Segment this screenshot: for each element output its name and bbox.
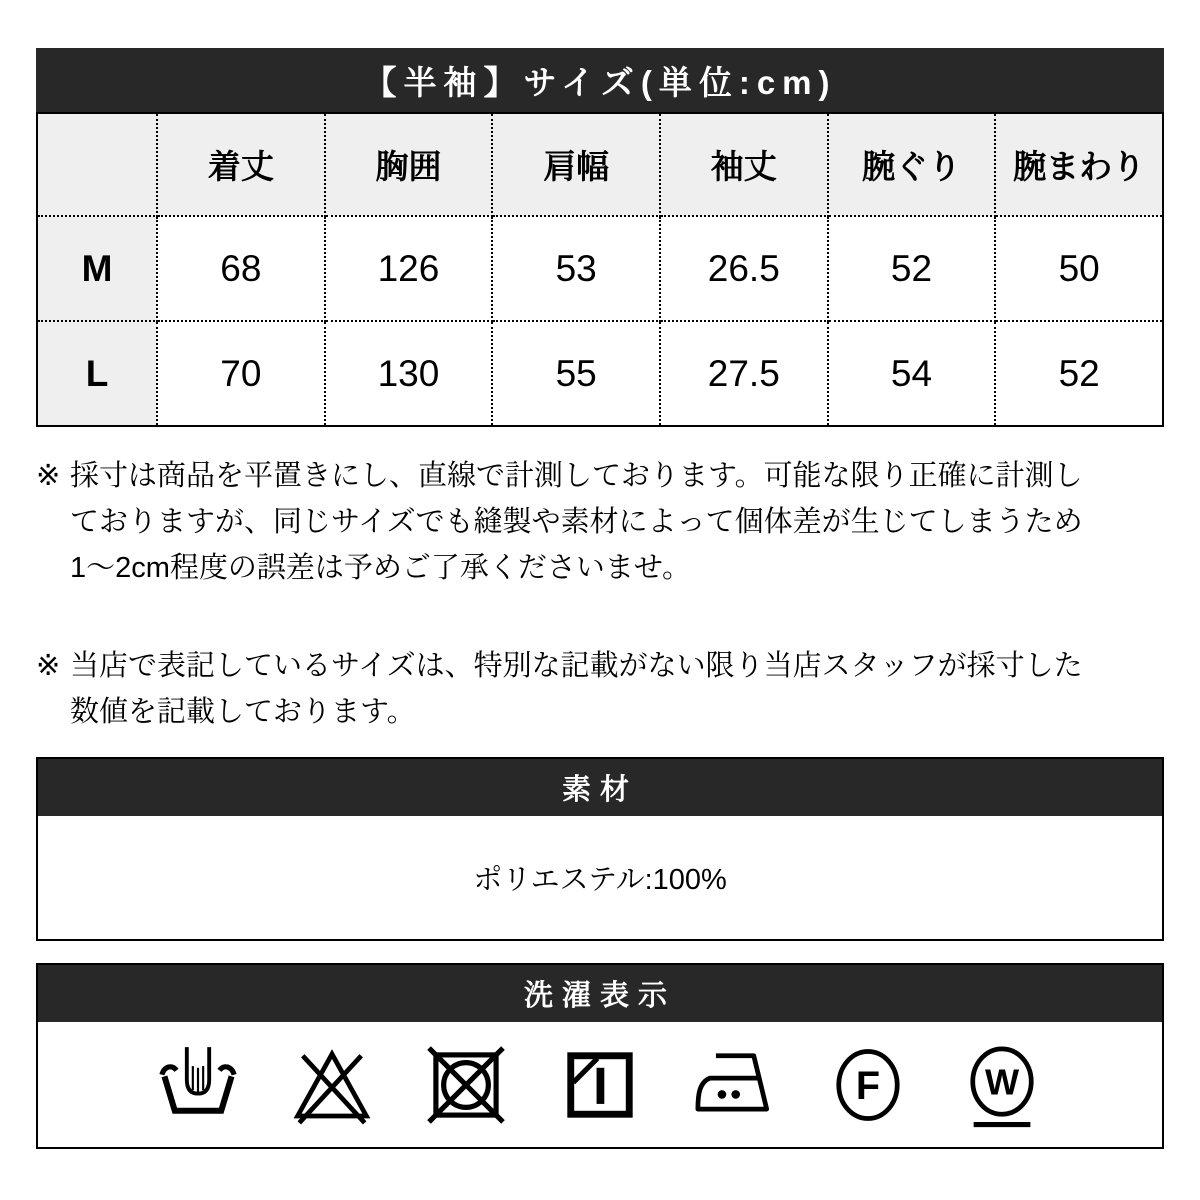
size-table bbox=[36, 112, 1164, 427]
note-text bbox=[70, 453, 1164, 591]
wet-clean-w-icon bbox=[959, 1037, 1045, 1133]
size-value: 52 bbox=[828, 216, 996, 321]
line-dry-in-shade-icon bbox=[557, 1037, 643, 1133]
column-header: 腕まわり bbox=[995, 113, 1163, 216]
note-marker: ※ bbox=[36, 460, 61, 492]
hand-wash-icon bbox=[155, 1037, 241, 1133]
note-line: ておりますが、同じサイズでも縫製や素材によって個体差が生じてしまうため bbox=[70, 506, 1083, 538]
svg-text:W: W bbox=[984, 1060, 1020, 1102]
size-value: 53 bbox=[492, 216, 660, 321]
column-header: 肩幅 bbox=[492, 113, 660, 216]
column-header: 袖丈 bbox=[660, 113, 828, 216]
material-title: 素材 bbox=[561, 774, 638, 806]
laundry-title-bar bbox=[38, 965, 1162, 1022]
size-value: 70 bbox=[157, 321, 325, 426]
note-line: 数値を記載しております。 bbox=[70, 696, 416, 728]
column-header: 着丈 bbox=[157, 113, 325, 216]
laundry-title: 洗濯表示 bbox=[523, 980, 676, 1012]
column-header: 腕ぐり bbox=[828, 113, 996, 216]
do-not-tumble-dry-icon bbox=[423, 1037, 509, 1133]
table-row-size-m bbox=[37, 216, 1163, 321]
note-line: 当店で表記しているサイズは、特別な記載がない限り当店スタッフが採寸した bbox=[70, 650, 1083, 682]
note-marker: ※ bbox=[36, 650, 61, 682]
size-value: 54 bbox=[828, 321, 996, 426]
size-value: 27.5 bbox=[660, 321, 828, 426]
laundry-section bbox=[36, 963, 1164, 1149]
size-value: 26.5 bbox=[660, 216, 828, 321]
svg-text:F: F bbox=[855, 1063, 881, 1108]
size-value: 55 bbox=[492, 321, 660, 426]
size-table-header-row bbox=[37, 113, 1163, 216]
do-not-bleach-icon bbox=[289, 1037, 375, 1133]
laundry-icon-row bbox=[38, 1022, 1162, 1147]
size-label: L bbox=[37, 321, 157, 426]
size-table-corner-cell bbox=[37, 113, 157, 216]
size-label: M bbox=[37, 216, 157, 321]
measurement-note bbox=[36, 453, 1164, 591]
size-value: 130 bbox=[325, 321, 493, 426]
material-section bbox=[36, 757, 1164, 941]
material-body bbox=[38, 816, 1162, 939]
dry-clean-f-icon bbox=[825, 1037, 911, 1133]
note-line: 採寸は商品を平置きにし、直線で計測しております。可能な限り正確に計測し bbox=[70, 460, 1083, 492]
column-header: 胸囲 bbox=[325, 113, 493, 216]
staff-measurement-note bbox=[36, 643, 1164, 735]
size-value: 126 bbox=[325, 216, 493, 321]
size-value: 68 bbox=[157, 216, 325, 321]
note-text bbox=[70, 643, 1164, 735]
size-section-title: 【半袖】サイズ(単位:cm) bbox=[363, 63, 837, 101]
material-title-bar bbox=[38, 759, 1162, 816]
size-value: 50 bbox=[995, 216, 1163, 321]
table-row-size-l bbox=[37, 321, 1163, 426]
note-line: 1〜2cm程度の誤差は予めご了承くださいませ。 bbox=[70, 552, 692, 584]
size-section-title-bar bbox=[36, 48, 1164, 112]
size-value: 52 bbox=[995, 321, 1163, 426]
iron-medium-icon bbox=[691, 1037, 777, 1133]
material-value: ポリエステル:100% bbox=[473, 864, 727, 896]
